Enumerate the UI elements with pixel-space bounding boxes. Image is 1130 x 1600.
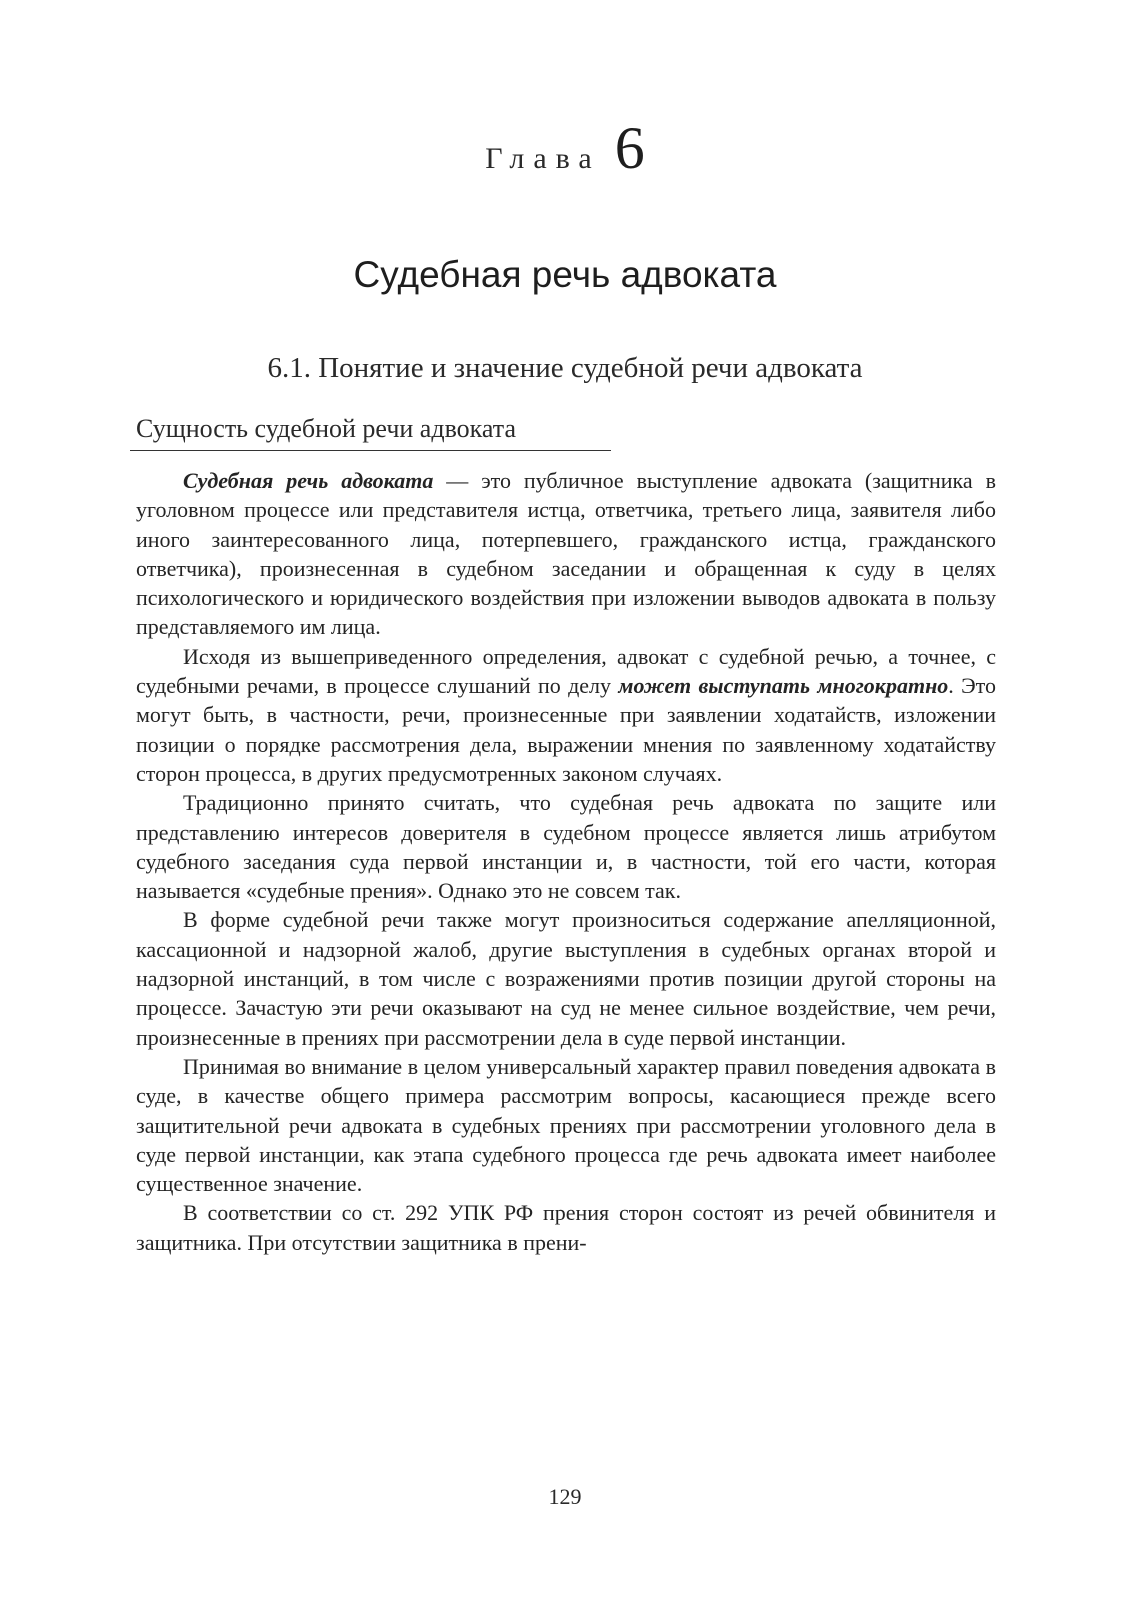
chapter-number: 6	[614, 115, 645, 181]
paragraph-2-text-end: . Это могут быть, в частности, речи, произнесенные при заявлении ходатайств, изложении позиции о порядке рассмотрения дела, выражении мнения по заявленному ходатайству сторон процесса, в других предусмотренных законом случаях.	[136, 673, 996, 786]
subsection-title: Сущность судебной речи адвоката	[130, 414, 611, 451]
paragraph-4: В форме судебной речи также могут произноситься содержание апелляционной, кассационной и надзорной жалоб, другие выступления в судебных органах второй и надзорной инстанций, в том числе с возражениями против позиции другой стороны на процессе. Зачастую эти речи оказывают на суд не менее сильное воздействие, чем речи, произнесенные в прениях при рассмотрении дела в суде первой инстанции.	[136, 907, 996, 1050]
paragraph-5: Принимая во внимание в целом универсальный характер правил поведения адвоката в суде, в качестве общего примера рассмотрим вопросы, касающиеся прежде всего защитительной речи адвоката в судебных прениях при рассмотрении уголовного дела в суде первой инстанции, как этапа судебного процесса где речь адвоката имеет наиболее существенное значение.	[136, 1053, 996, 1197]
chapter-title: Судебная речь адвоката	[353, 254, 777, 295]
body-text	[136, 466, 996, 1257]
emphasis-term: может выступать многократно	[618, 673, 949, 699]
page-number: 129	[548, 1484, 582, 1509]
paragraph-6: В соответствии со ст. 292 УПК РФ прения сторон состоят из речей обвинителя и защитника. При отсутствии защитника в прени-	[136, 1200, 996, 1255]
chapter-word: Глава	[485, 142, 601, 175]
paragraph-1	[136, 466, 996, 642]
definition-term: Судебная речь адвоката	[183, 468, 434, 493]
paragraph-2-text-start: Исходя из вышеприведенного определения, адвокат с судебной речью, а точнее, с судебными речами, в процессе слушаний по делу	[136, 643, 996, 699]
chapter-heading	[0, 115, 1130, 181]
paragraph-2	[136, 642, 996, 788]
section-title: 6.1. Понятие и значение судебной речи адвоката	[267, 352, 863, 384]
paragraph-1-text: — это публичное выступление адвоката (защитника в уголовном процессе или представителя истца, ответчика, третьего лица, заявителя либо иного заинтересованного лица, потерпевшего, гражданского истца, гражданского ответчика), произнесенная в судебном заседании и обращенная к суду в целях психологического и юридического воздействия при изложении выводов адвоката в пользу представляемого им лица.	[136, 468, 996, 640]
paragraph-3: Традиционно принято считать, что судебная речь адвоката по защите или представлению интересов доверителя в судебном процессе является лишь атрибутом судебного заседания суда первой инстанции и, в частности, той его части, которая называется «судебные прения». Однако это не совсем так.	[136, 790, 996, 904]
